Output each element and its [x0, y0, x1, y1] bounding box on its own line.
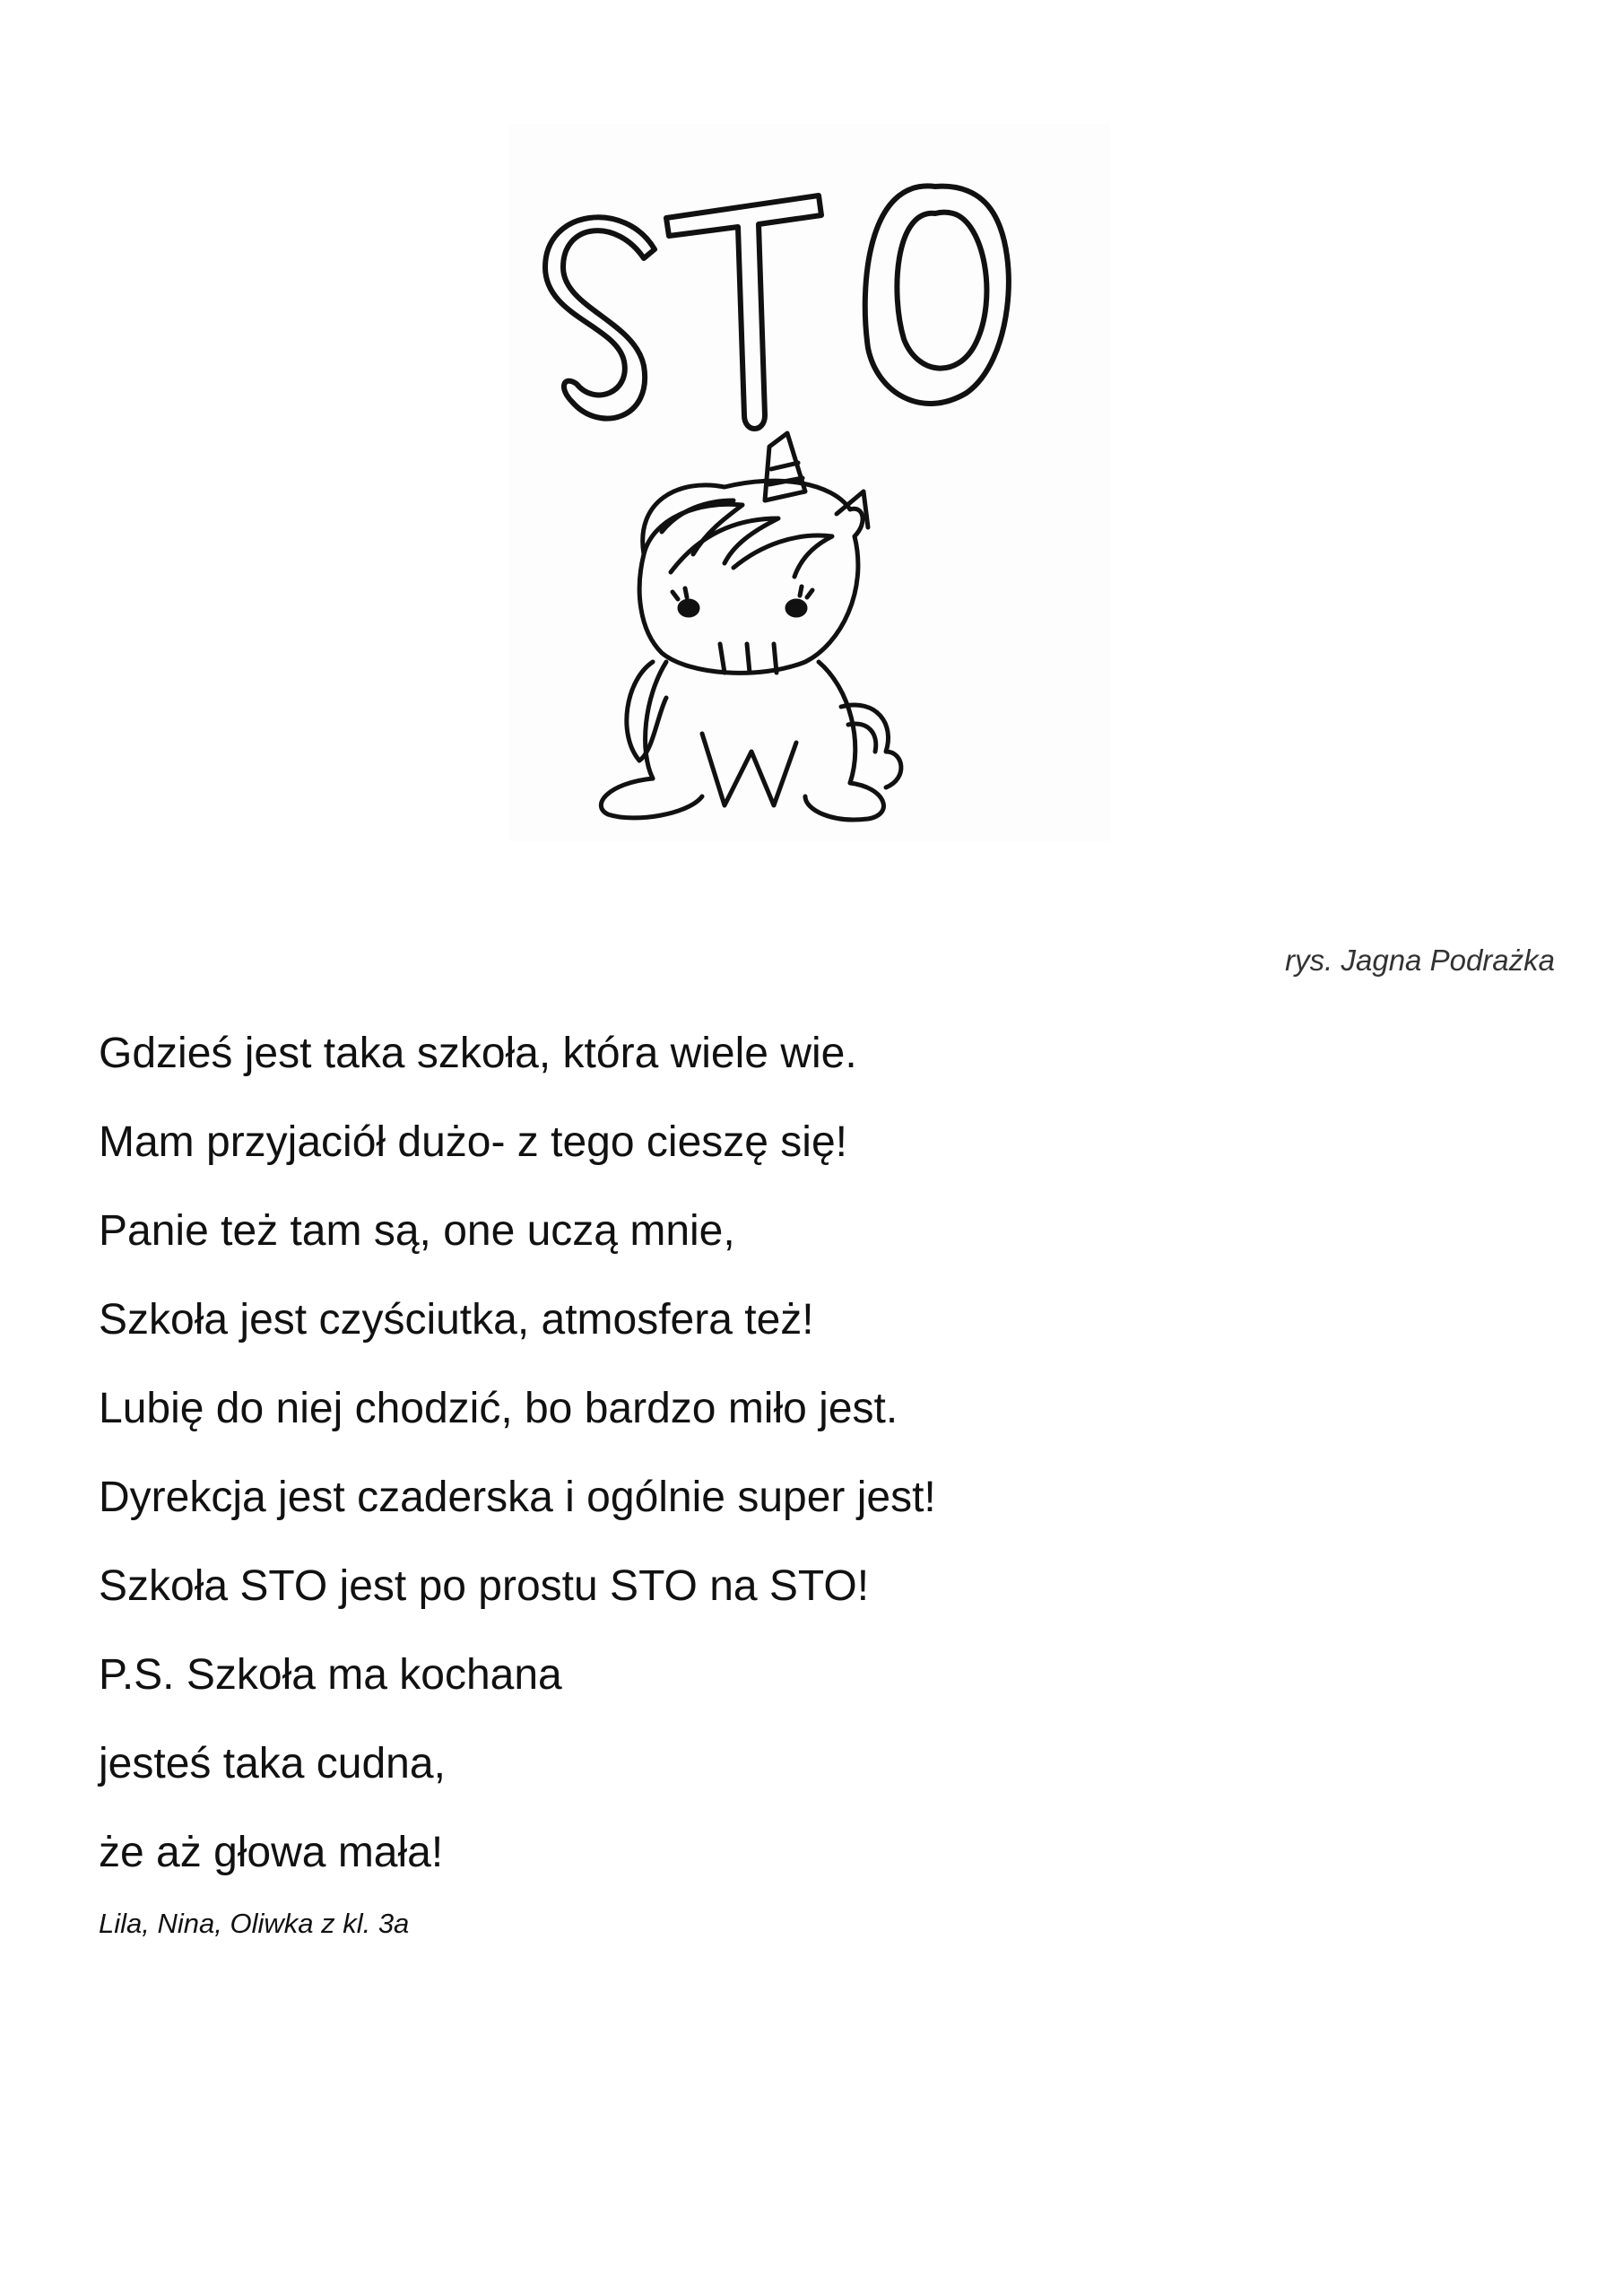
letter-o-inner	[897, 213, 986, 369]
poem	[99, 1009, 1533, 1897]
poem-line: Gdzieś jest taka szkoła, która wiele wie.	[99, 1030, 857, 1077]
illustration-credit: rys. Jagna Podrażka	[1285, 944, 1555, 977]
illustration	[509, 124, 1110, 841]
poem-line: że aż głowa mała!	[99, 1829, 444, 1876]
sto-unicorn-drawing	[509, 124, 1110, 841]
letter-t-outline	[666, 196, 821, 429]
poem-line: jesteś taka cudna,	[99, 1740, 446, 1787]
poem-line: P.S. Szkoła ma kochana	[99, 1651, 562, 1699]
poem-line: Szkoła STO jest po prostu STO na STO!	[99, 1562, 870, 1610]
letter-s-outline	[545, 217, 655, 418]
poem-line: Panie też tam są, one uczą mnie,	[99, 1207, 735, 1255]
unicorn	[601, 433, 901, 820]
poem-line: Mam przyjaciół dużo- z tego cieszę się!	[99, 1118, 847, 1166]
poem-line: Szkoła jest czyściutka, atmosfera też!	[99, 1296, 814, 1344]
poem-authors: Lila, Nina, Oliwka z kl. 3a	[99, 1908, 410, 1939]
poem-line: Dyrekcja jest czaderska i ogólnie super jest!	[99, 1474, 936, 1521]
poem-line: Lubię do niej chodzić, bo bardzo miło jest.	[99, 1385, 898, 1432]
